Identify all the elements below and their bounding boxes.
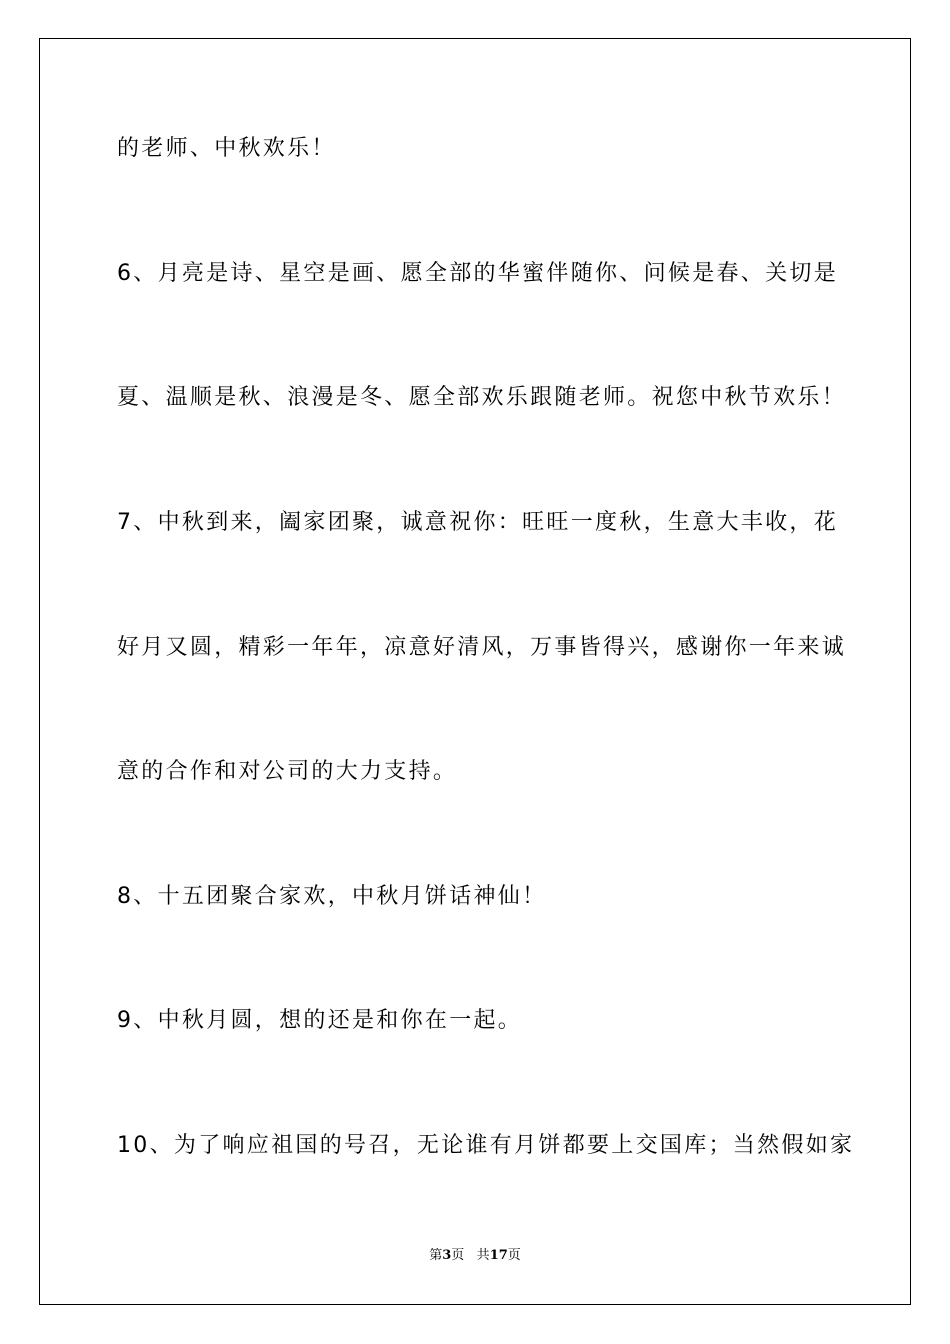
page-number: 3 — [442, 1248, 452, 1263]
page-footer — [0, 1247, 950, 1265]
total-prefix: 共 — [476, 1248, 490, 1263]
text-line-4: 7、中秋到来，阖家团聚，诚意祝你：旺旺一度秋，生意大丰收，花 — [117, 510, 838, 535]
text-line-9: 10、为了响应祖国的号召，无论谁有月饼都要上交国库；当然假如家 — [117, 1133, 855, 1158]
text-line-7: 8、十五团聚合家欢，中秋月饼话神仙！ — [117, 884, 547, 909]
text-line-1: 的老师、中秋欢乐！ — [117, 136, 336, 161]
total-suffix: 页 — [507, 1248, 521, 1263]
page-border — [39, 38, 911, 1305]
text-line-6: 意的合作和对公司的大力支持。 — [117, 759, 458, 784]
page-suffix: 页 — [451, 1248, 465, 1263]
page-prefix: 第 — [429, 1248, 443, 1263]
total-pages: 17 — [489, 1248, 508, 1263]
text-line-3: 夏、温顺是秋、浪漫是冬、愿全部欢乐跟随老师。祝您中秋节欢乐！ — [117, 385, 847, 410]
text-line-5: 好月又圆，精彩一年年，凉意好清风，万事皆得兴，感谢你一年来诚 — [117, 635, 847, 660]
text-line-2: 6、月亮是诗、星空是画、愿全部的华蜜伴随你、问候是春、关切是 — [117, 261, 838, 286]
text-line-8: 9、中秋月圆，想的还是和你在一起。 — [117, 1008, 523, 1033]
